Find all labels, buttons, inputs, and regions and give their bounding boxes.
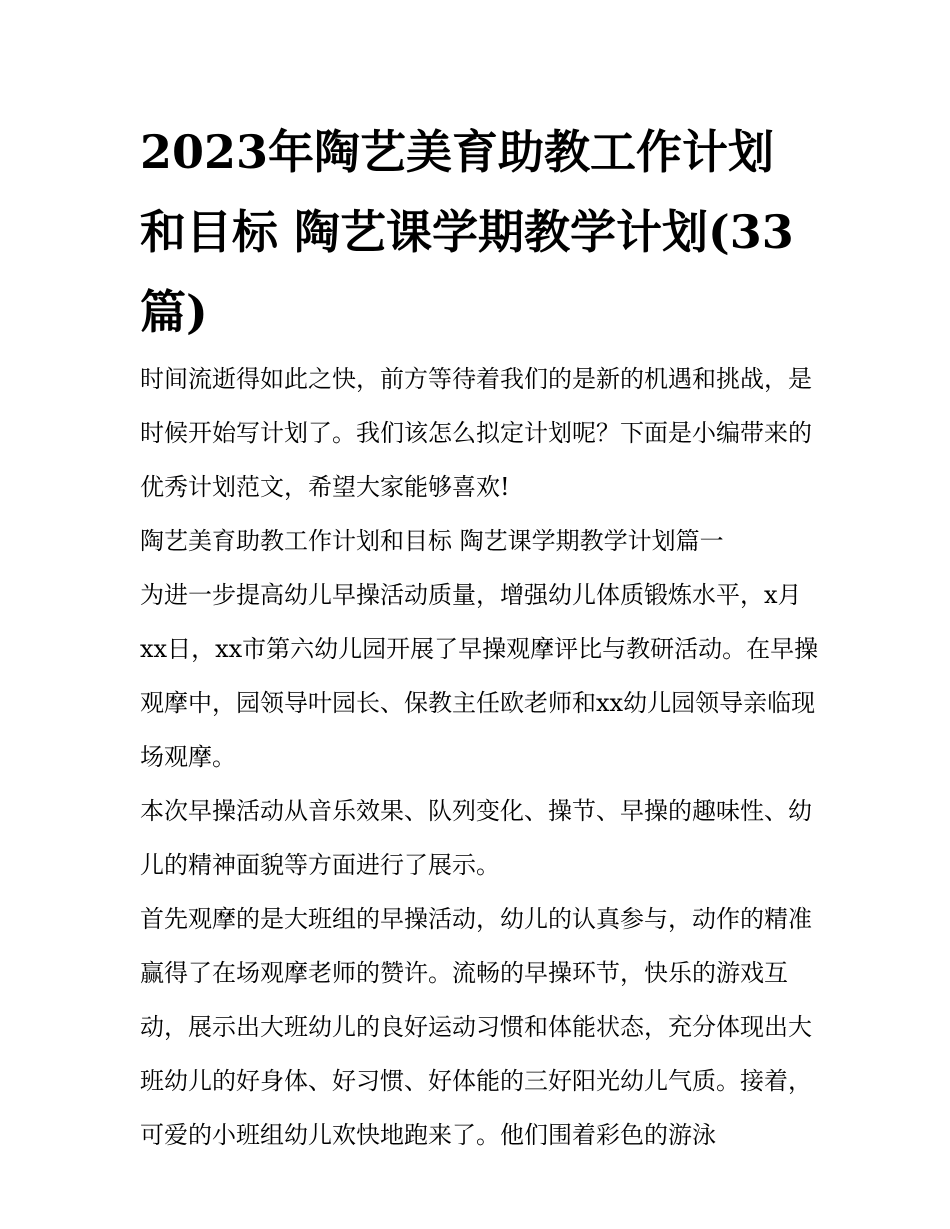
paragraph-activity: 为进一步提高幼儿早操活动质量，增强幼儿体质锻炼水平，x月xx日，xx市第六幼儿园开展了早操观摩评比与教研活动。在早操观摩中，园领导叶园长、保教主任欧老师和xx幼儿园领导亲临现场观摩。: [140, 581, 819, 771]
paragraph-observation: 首先观摩的是大班组的早操活动，幼儿的认真参与，动作的精准赢得了在场观摩老师的赞许。流畅的早操环节，快乐的游戏互动，展示出大班幼儿的良好运动习惯和体能状态，充分体现出大班幼儿的好身体、好习惯、好体能的三好阳光幼儿气质。接着，可爱的小班组幼儿欢快地跑来了。他们围着彩色的游泳: [140, 905, 812, 1149]
document-body: [140, 352, 820, 1162]
document-title: 2023年陶艺美育助教工作计划和目标 陶艺课学期教学计划(33篇): [140, 125, 794, 339]
paragraph-section-heading: 陶艺美育助教工作计划和目标 陶艺课学期教学计划篇一: [140, 527, 724, 555]
paragraph-display: 本次早操活动从音乐效果、队列变化、操节、早操的趣味性、幼儿的精神面貌等方面进行了展示。: [140, 797, 812, 879]
paragraph-intro: 时间流逝得如此之快，前方等待着我们的是新的机遇和挑战，是时候开始写计划了。我们该怎么拟定计划呢？下面是小编带来的优秀计划范文，希望大家能够喜欢!: [140, 365, 812, 501]
